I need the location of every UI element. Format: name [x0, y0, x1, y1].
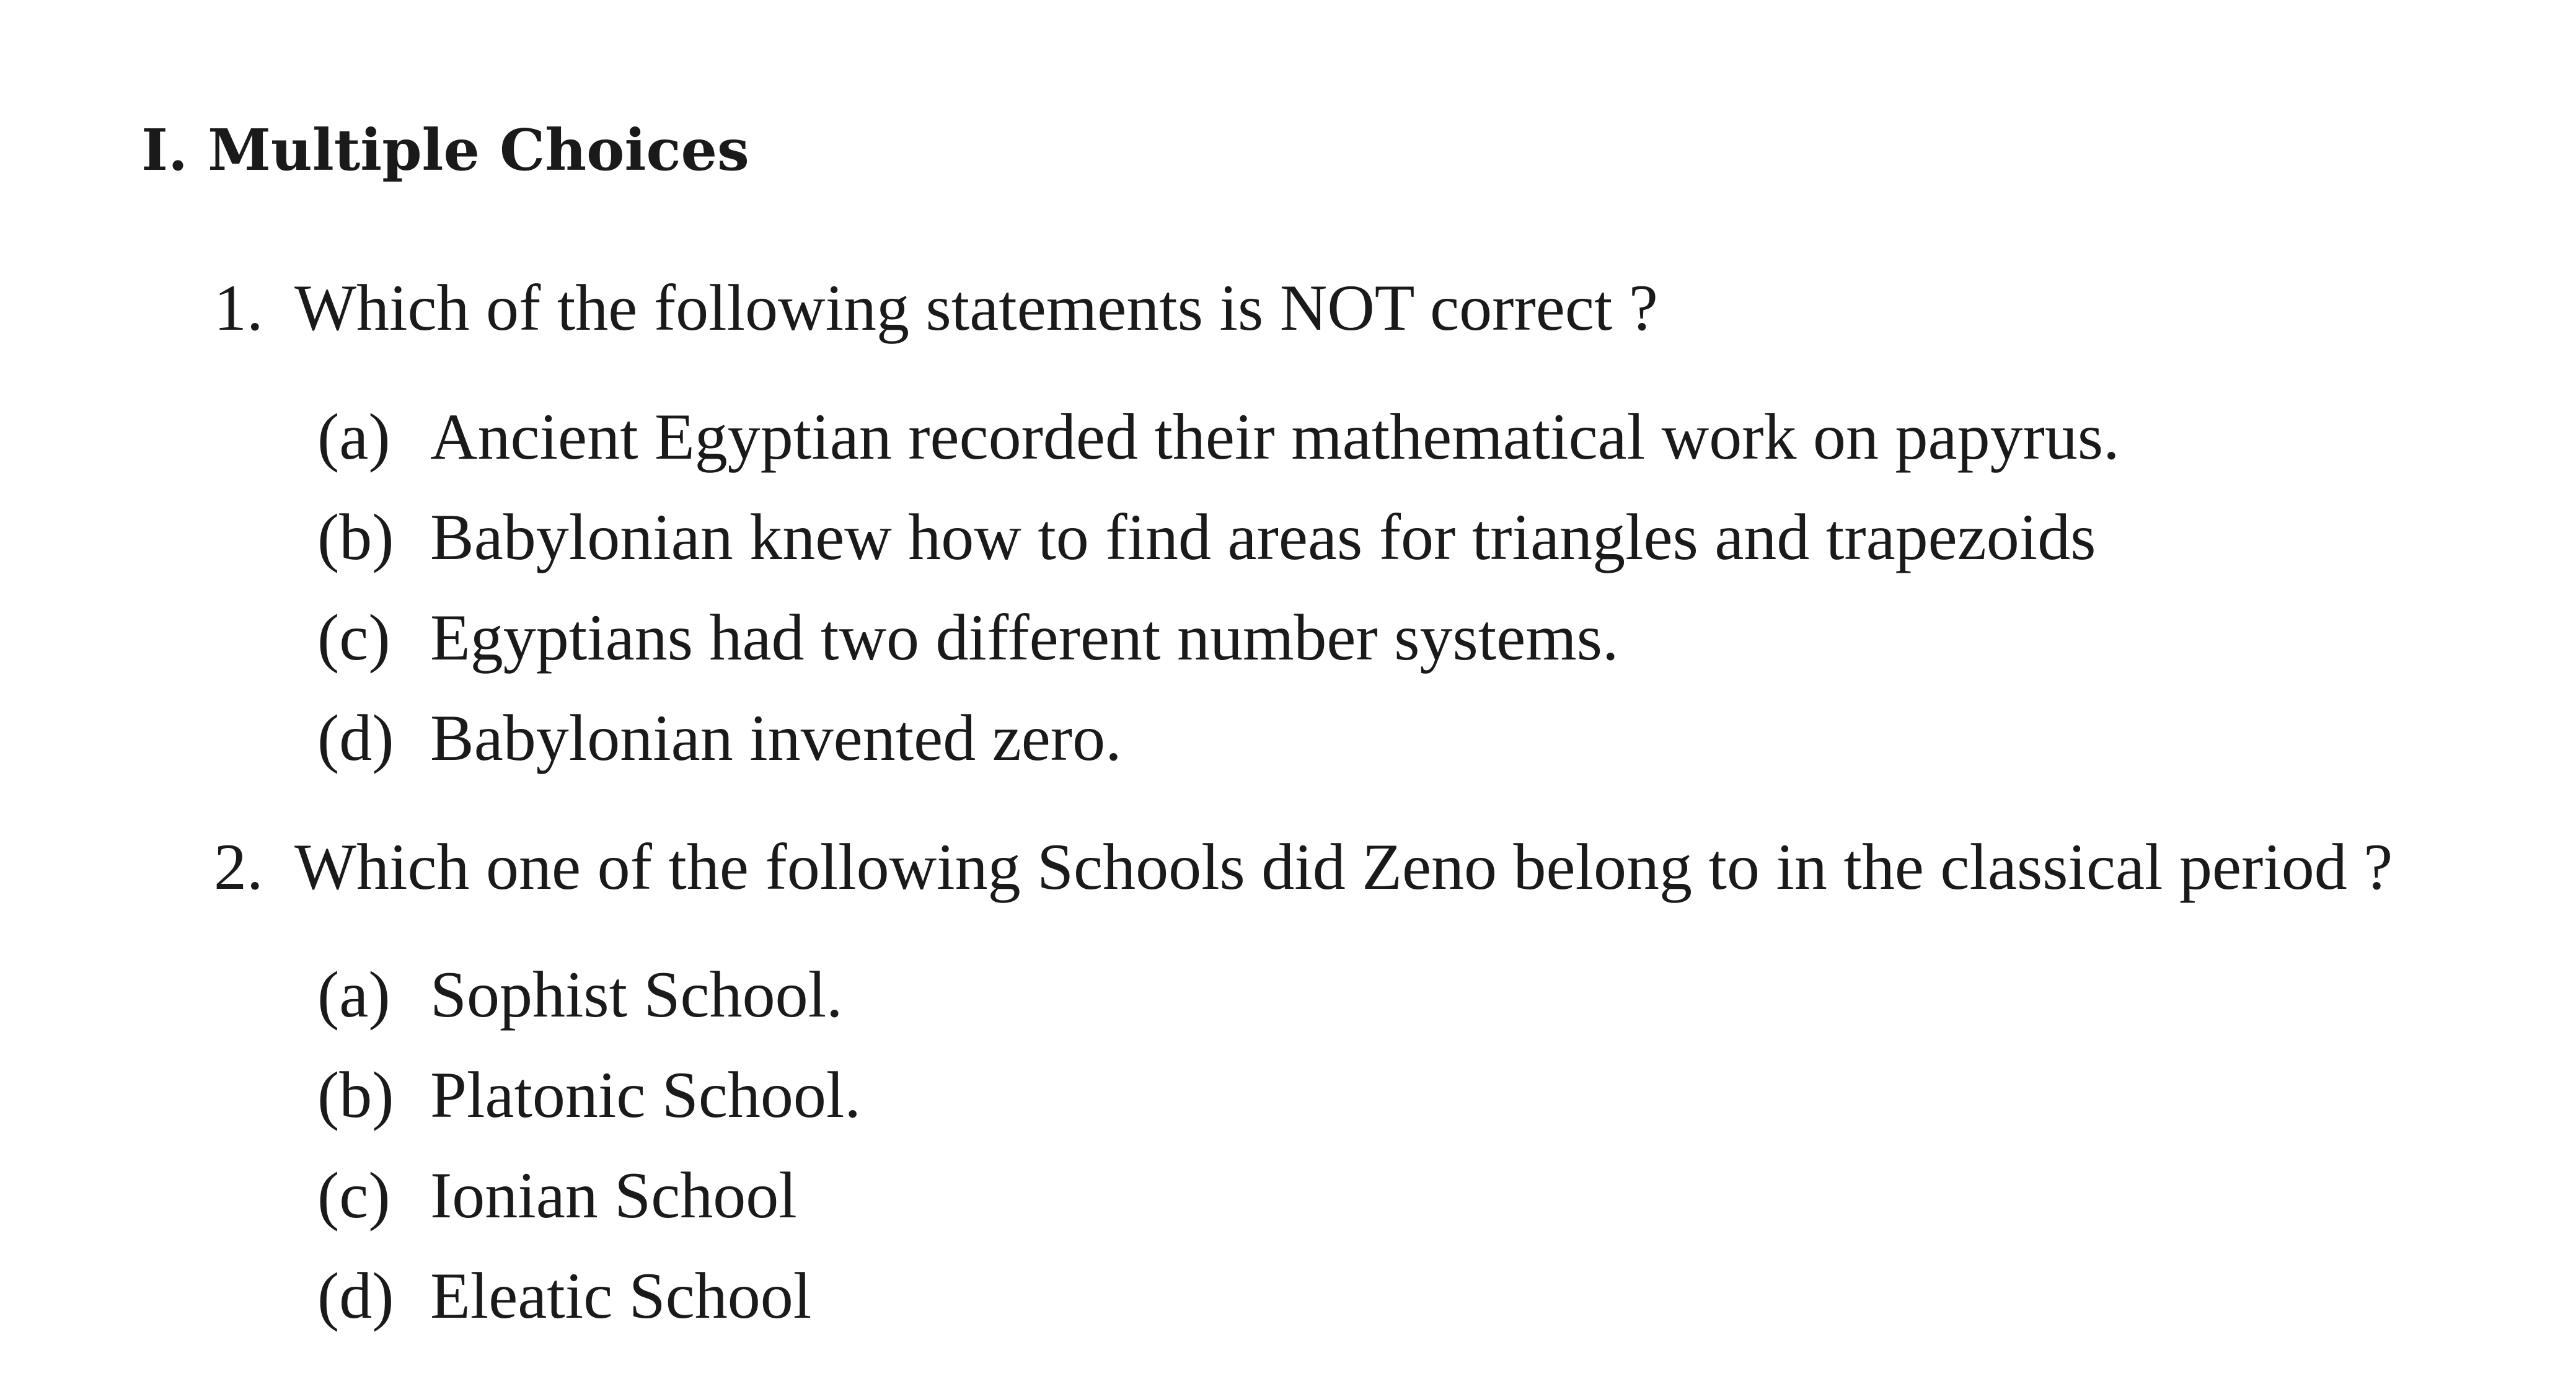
option-label: (a) [317, 400, 390, 473]
option-text: Babylonian invented zero. [430, 702, 1122, 774]
question-1-option-d [317, 702, 1122, 774]
option-label: (c) [317, 1159, 390, 1232]
option-text: Babylonian knew how to find areas for triangles and trapezoids [430, 501, 2096, 573]
option-label: (d) [317, 1259, 394, 1332]
question-2-option-d [317, 1259, 812, 1332]
option-label: (b) [317, 1059, 394, 1131]
section-title: I. Multiple Choices [141, 117, 749, 183]
option-text: Eleatic School [430, 1259, 812, 1332]
question-2-option-a [317, 958, 843, 1031]
question-text: Which one of the following Schools did Zeno belong to in the classical period ? [294, 831, 2393, 903]
question-number: 2. [214, 831, 263, 903]
option-label: (a) [317, 958, 390, 1031]
question-1-option-c [317, 601, 1619, 674]
option-label: (c) [317, 601, 390, 674]
option-label: (d) [317, 702, 394, 774]
question-1-option-a [317, 400, 2120, 473]
question-number: 1. [214, 271, 263, 344]
option-text: Ancient Egyptian recorded their mathematical work on papyrus. [430, 400, 2120, 473]
option-text: Ionian School [430, 1159, 797, 1232]
option-label: (b) [317, 501, 394, 573]
question-2 [214, 831, 2393, 903]
question-1 [214, 271, 1658, 344]
question-2-option-c [317, 1159, 797, 1232]
question-text: Which of the following statements is NOT correct ? [294, 271, 1658, 344]
option-text: Platonic School. [430, 1059, 861, 1131]
question-2-option-b [317, 1059, 861, 1131]
question-1-option-b [317, 501, 2096, 573]
option-text: Egyptians had two different number systems. [430, 601, 1619, 674]
option-text: Sophist School. [430, 958, 843, 1031]
